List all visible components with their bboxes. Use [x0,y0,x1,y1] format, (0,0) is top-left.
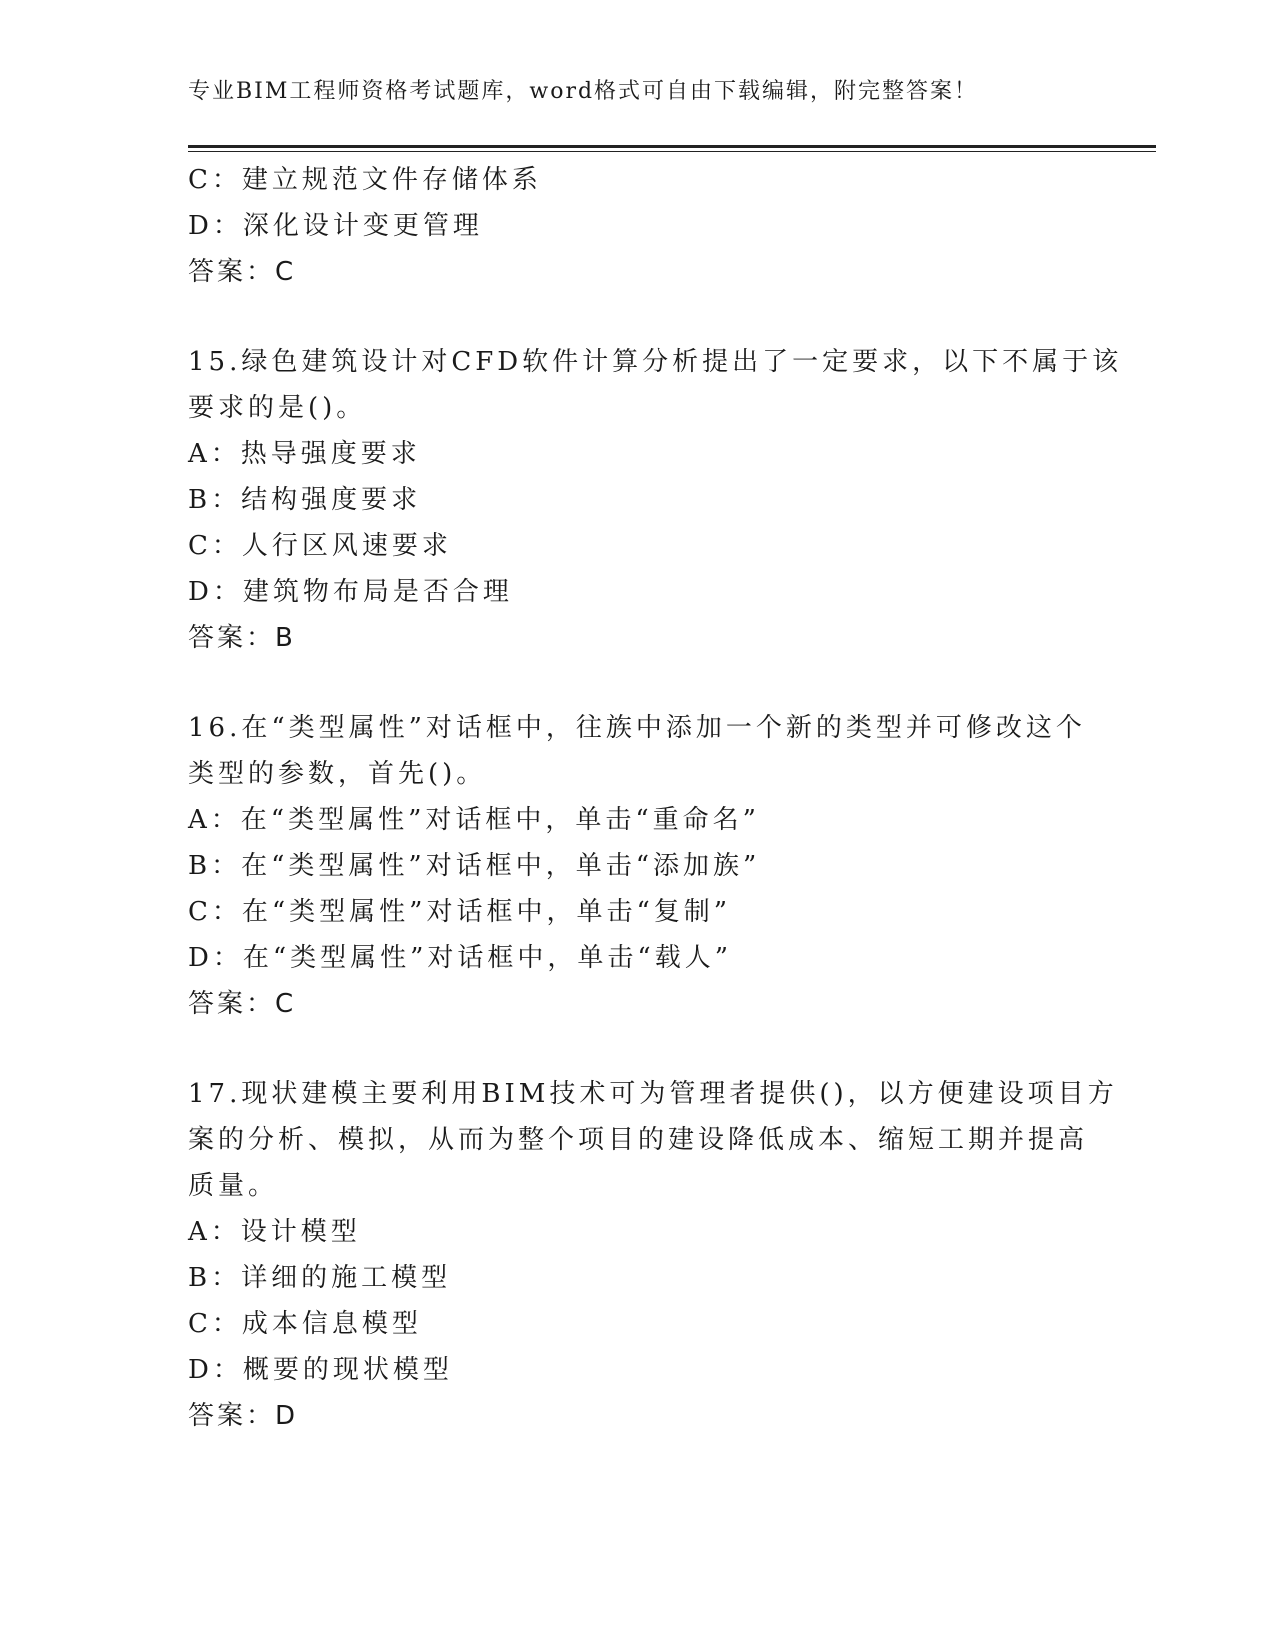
option-b: B：详细的施工模型 [188,1263,452,1293]
question-text-line: 类型的参数，首先()。 [188,759,487,789]
option-d: D：深化设计变更管理 [188,211,483,241]
header-rule-thin [188,151,1156,152]
option-c: C：在“类型属性”对话框中，单击“复制” [188,897,732,927]
question-text-line: 17.现状建模主要利用BIM技术可为管理者提供()，以方便建设项目方 [188,1079,1118,1109]
option-d: D：建筑物布局是否合理 [188,577,513,607]
option-c: C：建立规范文件存储体系 [188,165,542,195]
question-text-line: 16.在“类型属性”对话框中，往族中添加一个新的类型并可修改这个 [188,713,1086,743]
answer: 答案：C [188,989,297,1019]
question-16 [188,705,1088,1027]
option-c: C：人行区风速要求 [188,531,452,561]
question-text-line: 质量。 [188,1171,279,1201]
header-rule-thick [188,145,1156,148]
prev-question-block [188,157,1088,295]
question-17 [188,1071,1118,1439]
option-b: B：在“类型属性”对话框中，单击“添加族” [188,851,761,881]
option-a: A：热导强度要求 [188,439,421,469]
option-a: A：在“类型属性”对话框中，单击“重命名” [188,805,760,835]
option-d: D：概要的现状模型 [188,1355,453,1385]
question-text-line: 15.绿色建筑设计对CFD软件计算分析提出了一定要求，以下不属于该 [188,347,1123,377]
question-text-line: 要求的是()。 [188,393,367,423]
option-d: D：在“类型属性”对话框中，单击“载人” [188,943,733,973]
question-text-line: 案的分析、模拟，从而为整个项目的建设降低成本、缩短工期并提高 [188,1125,1089,1155]
page-header: 专业BIM工程师资格考试题库，word格式可自由下载编辑，附完整答案！ [188,79,979,104]
answer: 答案：C [188,257,297,287]
answer: 答案：B [188,623,296,653]
document-body [188,157,1123,1439]
answer: 答案：D [188,1401,299,1431]
question-15 [188,339,1123,661]
option-c: C：成本信息模型 [188,1309,422,1339]
option-a: A：设计模型 [188,1217,361,1247]
option-b: B：结构强度要求 [188,485,422,515]
